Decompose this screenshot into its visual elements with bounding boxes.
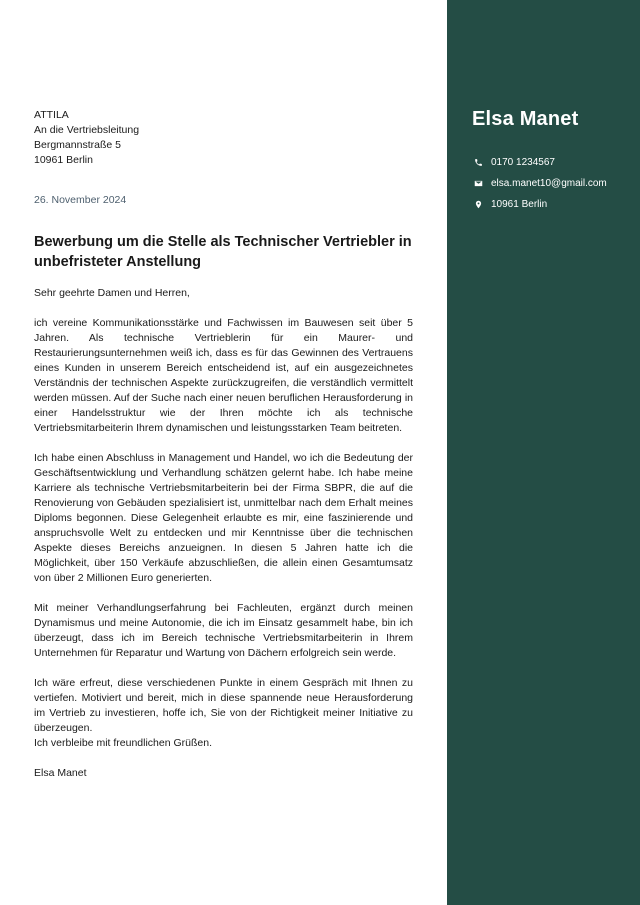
recipient-street: Bergmannstraße 5 [34, 139, 121, 151]
recipient-city: 10961 Berlin [34, 154, 93, 166]
recipient-company: ATTILA [34, 109, 69, 121]
contact-email [473, 178, 638, 189]
phone-text: 0170 1234567 [491, 157, 555, 168]
letter-date: 26. November 2024 [34, 194, 127, 206]
recipient-address [34, 108, 413, 168]
paragraph-3: Mit meiner Verhandlungserfahrung bei Fachleuten, ergänzt durch meinen Dynamismus und meine Autonomie, die ich im Einsatz gesammelt habe, bin ich überzeugt, dass ich im Bereich technische Vertriebsmitarbeiterin in Ihrem Unternehmen für Reparatur und Wartung von Dächern erfolgreich sein werde. [34, 602, 413, 659]
paragraph-4: Ich wäre erfreut, diese verschiedenen Punkte in einem Gespräch mit Ihnen zu vertiefen. Motiviert und bereit, mich in diese spannende neue Herausforderung im Vertrieb zu investieren, hoffe ich, Sie von der Richtigkeit meiner Initiative zu überzeugen. [34, 677, 413, 734]
sidebar [447, 0, 640, 905]
location-text: 10961 Berlin [491, 199, 548, 210]
recipient-department: An die Vertriebsleitung [34, 124, 140, 136]
letter-body [34, 108, 413, 781]
salutation: Sehr geehrte Damen und Herren, [34, 287, 190, 299]
closing-line: Ich verbleibe mit freundlichen Grüßen. [34, 737, 213, 749]
signature: Elsa Manet [34, 767, 87, 779]
contact-location [473, 199, 638, 210]
paragraph-2: Ich habe einen Abschluss in Management und Handel, wo ich die Bedeutung der Geschäftsentwicklung und Verhandlung schätzen gelernt habe. Ich habe meine Karriere als technische Vertriebsmitarbeiterin bei der Firma SBPR, die auf die Renovierung von Gebäuden spezialisiert ist, unmittelbar nach dem Erhalt meines Diploms begonnen. Diese Gelegenheit erlaubte es mir, eine faszinierende und anspruchsvolle Welt zu entdecken und mir Kenntnisse über die technischen Aspekte dieses Bereichs anzueignen. In diesen 5 Jahren hatte ich die Möglichkeit, über 150 Verkäufe abzuschließen, die allein einen Gesamtumsatz von über 2 Millionen Euro generierten. [34, 452, 413, 584]
letter-subject: Bewerbung um die Stelle als Technischer Vertriebler in unbefristeter Anstellung [34, 234, 412, 270]
map-pin-icon [473, 200, 483, 210]
email-text[interactable]: elsa.manet10@gmail.com [491, 178, 607, 189]
sender-name: Elsa Manet [472, 108, 579, 130]
envelope-icon [473, 179, 483, 189]
phone-icon [473, 158, 483, 168]
paragraph-1: ich vereine Kommunikationsstärke und Fachwissen im Bauwesen seit über 5 Jahren. Als technische Vertrieblerin für ein Maurer- und Restaurierungsunternehmen weiß ich, dass es für das Gewinnen des Vertrauens eines Kunden in unserem Bereich entscheidend ist, auf ein ausgezeichnetes Verständnis der technischen Aspekte zurückzugreifen, die verständlich vermittelt werden müssen. Auf der Suche nach einer neuen beruflichen Herausforderung in einer Handelsstruktur wie der Ihren möchte ich als technische Vertriebsmitarbeiterin Ihrem dynamischen und leistungsstarken Team beitreten. [34, 317, 413, 434]
contact-phone [473, 157, 638, 168]
